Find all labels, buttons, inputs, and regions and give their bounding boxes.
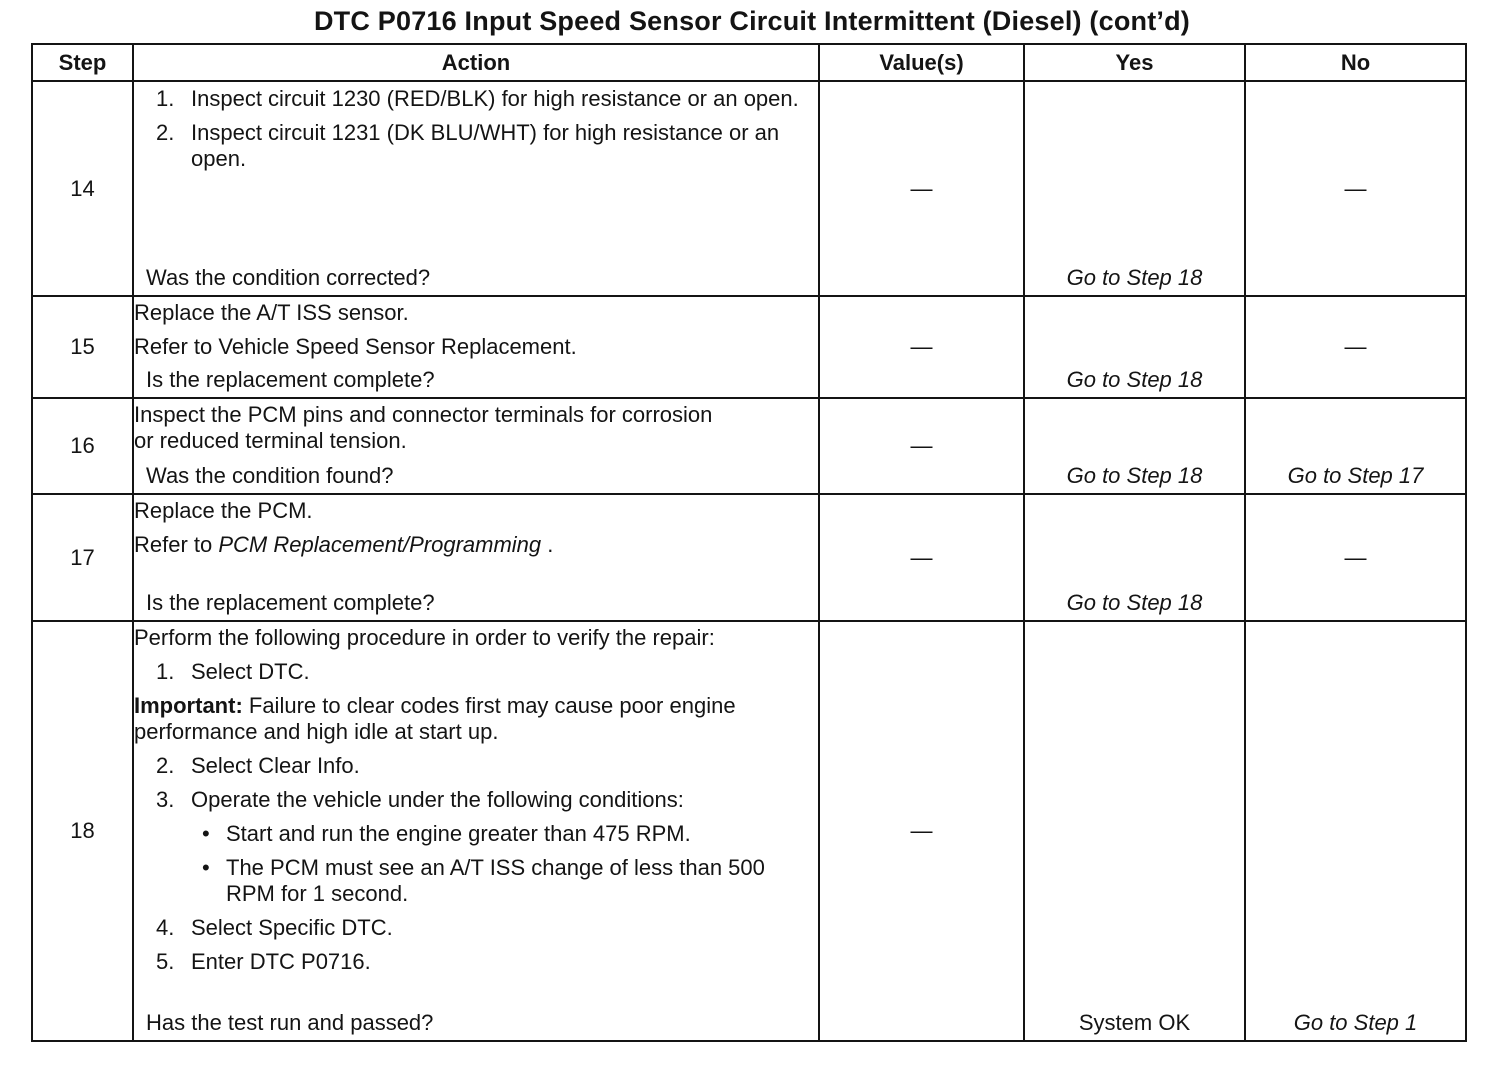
- diagnostic-table: [31, 43, 1467, 1042]
- value-cell: —: [819, 296, 1024, 398]
- step-number: 14: [32, 81, 133, 296]
- table-row-step-16: [32, 398, 1466, 494]
- no-cell: —: [1245, 81, 1466, 296]
- table-row-step-15: [32, 296, 1466, 398]
- step-number: 18: [32, 621, 133, 1041]
- item-number: 2.: [156, 753, 175, 778]
- action-item-text: Enter DTC P0716.: [191, 949, 371, 974]
- action-item: [156, 787, 818, 813]
- table-row-step-17: [32, 494, 1466, 621]
- bullet-text: Start and run the engine greater than 475 RPM.: [226, 821, 691, 846]
- no-goto: Go to Step 1: [1293, 1010, 1418, 1035]
- header-yes: Yes: [1024, 44, 1245, 81]
- refer-link: PCM Replacement/Programming: [218, 532, 542, 557]
- no-cell: [1245, 398, 1466, 494]
- yes-cell: [1024, 494, 1245, 621]
- action-item: [156, 659, 818, 685]
- item-number: 4.: [156, 915, 175, 940]
- action-item-text: Inspect circuit 1230 (RED/BLK) for high resistance or an open.: [191, 86, 799, 111]
- item-number: 5.: [156, 949, 175, 974]
- no-cell: [1245, 621, 1466, 1041]
- no-cell: —: [1245, 494, 1466, 621]
- action-item: [156, 753, 818, 779]
- action-question: Has the test run and passed?: [146, 1010, 434, 1035]
- action-item: [156, 949, 818, 975]
- value-cell: —: [819, 398, 1024, 494]
- action-item: [156, 915, 818, 941]
- header-values: Value(s): [819, 44, 1024, 81]
- table-row-step-14: [32, 81, 1466, 296]
- action-line: Replace the A/T ISS sensor.: [134, 300, 409, 325]
- table-header-row: [32, 44, 1466, 81]
- action-cell: [133, 81, 819, 296]
- action-question: Was the condition found?: [146, 463, 394, 488]
- important-label: Important:: [134, 693, 243, 718]
- yes-result: System OK: [1078, 1010, 1191, 1035]
- action-item: 2. Inspect circuit 1231 (DK BLU/WHT) for high resistance or an open.: [156, 120, 818, 172]
- step-number: 15: [32, 296, 133, 398]
- action-line: Replace the PCM.: [134, 498, 313, 523]
- action-line: Refer to Vehicle Speed Sensor Replacement.: [134, 334, 577, 359]
- action-cell: [133, 398, 819, 494]
- refer-suffix: .: [541, 532, 554, 557]
- no-cell: —: [1245, 296, 1466, 398]
- bullet-text: The PCM must see an A/T ISS change of less than 500 RPM for 1 second.: [226, 855, 765, 906]
- action-item-text: Inspect circuit 1231 (DK BLU/WHT) for high resistance or an open.: [191, 120, 780, 171]
- yes-goto: Go to Step 18: [1066, 463, 1203, 488]
- page-title: DTC P0716 Input Speed Sensor Circuit Intermittent (Diesel) (cont’d): [313, 6, 1190, 36]
- yes-cell: [1024, 81, 1245, 296]
- action-line: Inspect the PCM pins and connector terminals for corrosion or reduced terminal tension.: [134, 402, 713, 453]
- yes-goto: Go to Step 18: [1066, 367, 1203, 392]
- bullet-item: • Start and run the engine greater than 475 RPM.: [202, 821, 818, 847]
- action-question: Was the condition corrected?: [146, 265, 431, 290]
- value-cell: —: [819, 621, 1024, 1041]
- yes-cell: [1024, 296, 1245, 398]
- action-item-text: Select Specific DTC.: [191, 915, 393, 940]
- yes-cell: [1024, 398, 1245, 494]
- item-number: 1.: [156, 659, 175, 684]
- yes-cell: [1024, 621, 1245, 1041]
- yes-goto: Go to Step 18: [1066, 590, 1203, 615]
- important-text: Failure to clear codes first may cause poor engine performance and high idle at start up.: [134, 693, 736, 744]
- header-action: Action: [133, 44, 819, 81]
- table-row-step-18: [32, 621, 1466, 1041]
- action-item-text: Operate the vehicle under the following conditions:: [191, 787, 684, 812]
- action-item: 1. Inspect circuit 1230 (RED/BLK) for high resistance or an open.: [156, 86, 818, 112]
- action-intro: Perform the following procedure in order to verify the repair:: [134, 625, 715, 650]
- action-item-text: Select DTC.: [191, 659, 310, 684]
- item-number: 3.: [156, 787, 175, 812]
- value-cell: —: [819, 494, 1024, 621]
- header-no: No: [1245, 44, 1466, 81]
- header-step: Step: [32, 44, 133, 81]
- refer-prefix: Refer to: [134, 532, 219, 557]
- action-cell: [133, 494, 819, 621]
- yes-goto: Go to Step 18: [1066, 265, 1203, 290]
- action-question: Is the replacement complete?: [146, 590, 435, 615]
- action-cell: [133, 296, 819, 398]
- step-number: 17: [32, 494, 133, 621]
- bullet-item: • The PCM must see an A/T ISS change of less than 500 RPM for 1 second.: [202, 855, 818, 907]
- value-cell: —: [819, 81, 1024, 296]
- no-goto: Go to Step 17: [1287, 463, 1424, 488]
- action-line: [134, 532, 818, 558]
- important-note: [134, 693, 818, 745]
- action-question: Is the replacement complete?: [146, 367, 435, 392]
- action-cell: [133, 621, 819, 1041]
- step-number: 16: [32, 398, 133, 494]
- action-item-text: Select Clear Info.: [191, 753, 360, 778]
